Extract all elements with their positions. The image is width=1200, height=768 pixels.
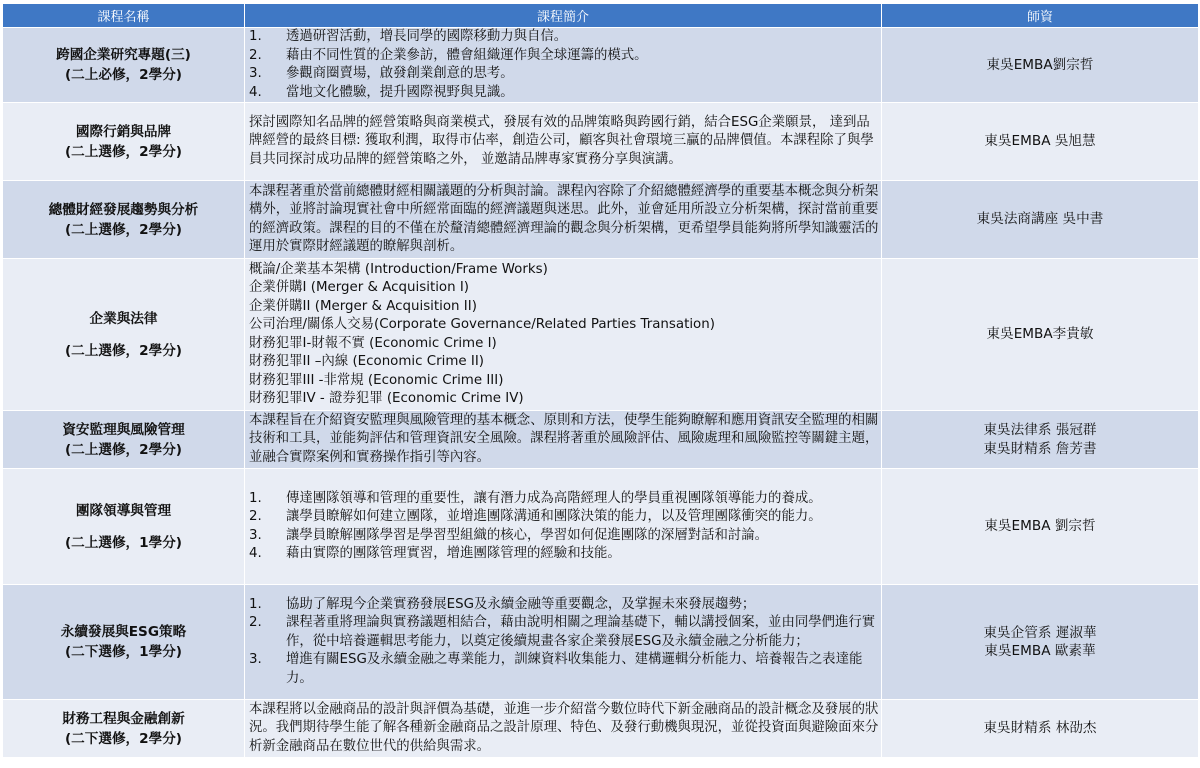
teacher-cell xyxy=(882,411,1199,469)
teacher-cell xyxy=(882,103,1199,181)
course-name: 永續發展與ESG策略 xyxy=(60,624,187,640)
course-name: 總體財經發展趨勢與分析 xyxy=(48,201,199,218)
list-item: 2. 讓學員瞭解如何建立團隊，並增進團隊溝通和團隊決策的能力，以及管理團隊衝突的能力。 xyxy=(249,509,822,524)
teacher-cell xyxy=(882,28,1199,103)
course-name: 國際行銷與品牌 xyxy=(75,123,172,140)
course-name: 資安監理與風險管理 xyxy=(62,421,185,438)
teacher-name: 東吳EMBA 吳旭慧 xyxy=(984,133,1096,150)
header-course-name: 課程名稱 xyxy=(3,4,245,28)
teacher-name: 東吳財精系 詹芳書 xyxy=(983,440,1097,457)
teacher-name: 東吳財精系 林劭杰 xyxy=(983,720,1097,737)
teacher-name: 東吳EMBA 歐素華 xyxy=(984,643,1096,659)
course-credit: (二下選修，2學分) xyxy=(64,730,183,747)
list-item: 1. 協助了解現今企業實務發展ESG及永續金融等重要觀念，及掌握未來發展趨勢； xyxy=(249,596,756,612)
header-teachers: 師資 xyxy=(882,4,1199,28)
course-description: 本課程將以金融商品的設計與評價為基礎，並進一步介紹當今數位時代下新金融商品的設計概念及發展的狀況。我們期待學生能了解各種新金融商品之設計原理、特色、及發行動機與現況，並從投資面與避險面來分析新金融商品在數位世代的供給與需求。 xyxy=(249,701,879,754)
course-name-cell xyxy=(3,103,245,181)
table-row xyxy=(3,700,1199,758)
course-name: 企業與法律 xyxy=(89,310,158,327)
table-row xyxy=(3,103,1199,181)
course-credit: (二上必修，2學分) xyxy=(64,67,183,83)
topic-line: 公司治理/關係人交易(Corporate Governance/Related Parties Transation) xyxy=(249,317,715,332)
teacher-name: 東吳EMBA李貴敏 xyxy=(986,326,1094,343)
header-course-intro: 課程簡介 xyxy=(245,4,882,28)
topic-line: 財務犯罪II –內線 (Economic Crime II) xyxy=(249,354,484,369)
course-name: 跨國企業研究專題(三) xyxy=(56,47,191,63)
course-name-cell xyxy=(3,585,245,700)
course-intro-cell xyxy=(245,28,882,103)
list-item: 3. 增進有關ESG及永續金融之專業能力，訓練資料收集能力、建構邏輯分析能力、培養報告之表達能力。 xyxy=(249,652,863,686)
topic-line: 財務犯罪I-財報不實 (Economic Crime I) xyxy=(249,335,497,351)
teacher-name: 東吳EMBA劉宗哲 xyxy=(986,56,1094,73)
teacher-cell xyxy=(882,585,1199,700)
course-credit: (二上選修，2學分) xyxy=(64,342,183,359)
course-name-cell xyxy=(3,28,245,103)
teacher-name: 東吳法商講座 吳中書 xyxy=(976,211,1104,228)
table-row xyxy=(3,28,1199,103)
list-item: 2. 藉由不同性質的企業參訪，體會組織運作與全球運籌的模式。 xyxy=(249,47,648,63)
list-item: 4. 藉由實際的團隊管理實習，增進團隊管理的經驗和技能。 xyxy=(249,546,621,561)
course-intro-cell xyxy=(245,259,882,411)
table-row xyxy=(3,585,1199,700)
topic-line: 財務犯罪III -非常規 (Economic Crime III) xyxy=(249,372,504,388)
course-table xyxy=(2,3,1199,758)
list-item: 3. 參觀商圈賣場，啟發創業創意的思考。 xyxy=(249,66,514,81)
course-name: 團隊領導與管理 xyxy=(75,502,172,519)
topic-line: 企業併購I (Merger & Acquisition I) xyxy=(249,280,470,295)
teacher-name: 東吳法律系 張冠群 xyxy=(983,422,1097,438)
teacher-name: 東吳EMBA 劉宗哲 xyxy=(984,518,1096,535)
course-intro-cell xyxy=(245,700,882,758)
table-row xyxy=(3,181,1199,259)
table-row xyxy=(3,469,1199,585)
table-header-row xyxy=(3,4,1199,28)
course-name-cell xyxy=(3,700,245,758)
course-intro-cell xyxy=(245,411,882,469)
course-name-cell xyxy=(3,469,245,585)
course-credit: (二上選修，2學分) xyxy=(64,143,183,160)
course-description: 探討國際知名品牌的經營策略與商業模式，發展有效的品牌策略與跨國行銷，結合ESG企業願景， 達到品牌經營的最終目標: 獲取利潤，取得市佔率，創造公司，顧客與社會環境三贏的品牌價值。本課程除了與學員共同探討成功品牌的經營策略之外， 並邀請品牌專家實務分享與演講。 xyxy=(249,114,874,167)
course-credit: (二上選修，1學分) xyxy=(64,534,183,551)
list-item: 3. 讓學員瞭解團隊學習是學習型組織的核心，學習如何促進團隊的深層對話和討論。 xyxy=(249,527,769,543)
teacher-cell xyxy=(882,469,1199,585)
course-description: 本課程旨在介紹資安監理與風險管理的基本概念、原則和方法，使學生能夠瞭解和應用資訊安全監理的相關技術和工具，並能夠評估和管理資訊安全風險。課程將著重於風險評估、風險處理和風險監控等關鍵主題，並融合實際案例和實務操作指引等內容。 xyxy=(249,412,879,465)
topic-line: 概論/企業基本架構 (Introduction/Frame Works) xyxy=(249,261,548,277)
list-item: 4. 當地文化體驗，提升國際視野與見識。 xyxy=(249,84,514,100)
course-credit: (二上選修，2學分) xyxy=(64,441,183,458)
list-item: 1. 傳達團隊領導和管理的重要性，讓有潛力成為高階經理人的學員重視團隊領導能力的養成。 xyxy=(249,490,822,506)
course-name-cell xyxy=(3,259,245,411)
course-intro-cell xyxy=(245,103,882,181)
course-intro-cell xyxy=(245,469,882,585)
table-row xyxy=(3,411,1199,469)
course-intro-cell xyxy=(245,181,882,259)
course-name: 財務工程與金融創新 xyxy=(62,710,185,727)
course-intro-cell xyxy=(245,585,882,700)
topic-line: 財務犯罪IV - 證券犯罪 (Economic Crime IV) xyxy=(249,391,524,406)
course-name-cell xyxy=(3,181,245,259)
teacher-name: 東吳企管系 遲淑華 xyxy=(983,624,1097,641)
topic-line: 企業併購II (Merger & Acquisition II) xyxy=(249,298,477,314)
course-credit: (二上選修，2學分) xyxy=(64,221,183,238)
list-item: 1. 透過研習活動，增長同學的國際移動力與自信。 xyxy=(249,29,568,44)
course-credit: (二下選修，1學分) xyxy=(64,644,183,660)
teacher-cell xyxy=(882,181,1199,259)
list-item: 2. 課程著重將理論與實務議題相結合，藉由說明相關之理論基礎下，輔以講授個案，並由同學們進行實作，從中培養邏輯思考能力，以奠定後續規畫各家企業發展ESG及永續金融之分析能力； xyxy=(249,615,876,649)
teacher-cell xyxy=(882,700,1199,758)
course-name-cell xyxy=(3,411,245,469)
course-description: 本課程著重於當前總體財經相關議題的分析與討論。課程內容除了介紹總體經濟學的重要基本概念與分析架構外，並將討論現實社會中所經常面臨的經濟議題與迷思。此外，並會延用所設立分析架構，探討當前重要的經濟政策。課程的目的不僅在於釐清總體經濟理論的觀念與分析架構，更希望學員能夠將所學知識靈活的運用於實際財經議題的瞭解與剖析。 xyxy=(249,183,879,254)
teacher-cell xyxy=(882,259,1199,411)
table-row xyxy=(3,259,1199,411)
